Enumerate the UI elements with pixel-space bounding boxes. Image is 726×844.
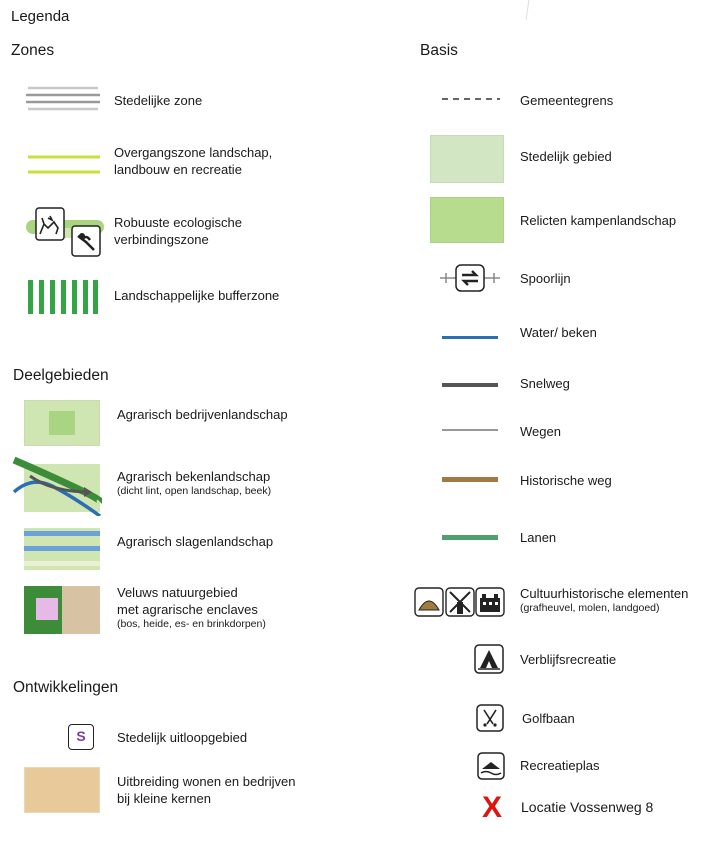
- divider: [526, 0, 530, 20]
- transition-zone-label: Overgangszone landschap, landbouw en recreatie: [114, 145, 273, 177]
- section-deelgebieden: Deelgebieden: [13, 367, 109, 384]
- historic-road-symbol: [442, 477, 498, 482]
- road-symbol: [442, 429, 498, 431]
- lane-label: Lanen: [520, 530, 557, 545]
- highway-symbol: [442, 383, 498, 387]
- relict-swatch: [430, 197, 504, 243]
- agri-business-label: Agrarisch bedrijvenlandschap: [117, 407, 288, 422]
- relict-label: Relicten kampenlandschap: [520, 213, 677, 228]
- ecological-zone-label: Robuuste ecologische verbindingszone: [114, 215, 242, 247]
- agri-stream-label: Agrarisch bekenlandschap (dicht lint, open landschap, beek): [117, 469, 272, 497]
- municipal-border-symbol: [442, 94, 502, 104]
- urban-outflow-icon: S: [68, 724, 94, 750]
- legend-title: Legenda: [11, 8, 70, 25]
- lake-label: Recreatieplas: [520, 758, 600, 773]
- transition-zone-symbol: [28, 152, 104, 178]
- golf-label: Golfbaan: [522, 711, 575, 726]
- agri-strip-label: Agrarisch slagenlandschap: [117, 534, 274, 549]
- veluws-label: Veluws natuurgebied met agrarische enclaves (bos, heide, es- en brinkdorpen): [117, 585, 266, 630]
- water-label: Water/ beken: [520, 325, 597, 340]
- urban-zone-symbol: [24, 84, 104, 112]
- lake-icon: [477, 752, 505, 780]
- highway-label: Snelweg: [520, 376, 570, 391]
- agri-stream-symbol: [12, 456, 102, 516]
- veluws-symbol: [24, 586, 100, 634]
- railway-symbol: [440, 262, 502, 294]
- location-marker-icon: X: [482, 791, 503, 824]
- municipal-border-label: Gemeentegrens: [520, 93, 614, 108]
- buffer-zone-symbol: [27, 280, 99, 314]
- urban-area-swatch: [430, 135, 504, 183]
- camping-label: Verblijfsrecreatie: [520, 652, 617, 667]
- railway-label: Spoorlijn: [520, 271, 571, 286]
- section-zones: Zones: [11, 42, 55, 59]
- water-symbol: [442, 336, 498, 339]
- expansion-label: Uitbreiding wonen en bedrijven bij kleine kernen: [117, 774, 296, 806]
- location-label: Locatie Vossenweg 8: [521, 799, 654, 815]
- golf-icon: [476, 704, 504, 732]
- heritage-label: Cultuurhistorische elementen (grafheuvel, molen, landgoed): [520, 586, 689, 614]
- agri-business-swatch: [24, 400, 100, 446]
- urban-outflow-label: Stedelijk uitloopgebied: [117, 730, 248, 745]
- section-basis: Basis: [420, 42, 458, 59]
- urban-area-label: Stedelijk gebied: [520, 149, 612, 164]
- expansion-swatch: [24, 767, 100, 813]
- camping-icon: [474, 644, 504, 674]
- buffer-zone-label: Landschappelijke bufferzone: [114, 288, 280, 303]
- ecological-zone-symbol: [26, 206, 106, 258]
- historic-road-label: Historische weg: [520, 473, 612, 488]
- section-ontwikkelingen: Ontwikkelingen: [13, 679, 119, 696]
- agri-strip-symbol: [24, 528, 100, 570]
- heritage-icons: [414, 586, 506, 618]
- urban-zone-label: Stedelijke zone: [114, 93, 203, 108]
- road-label: Wegen: [520, 424, 561, 439]
- lane-symbol: [442, 535, 498, 540]
